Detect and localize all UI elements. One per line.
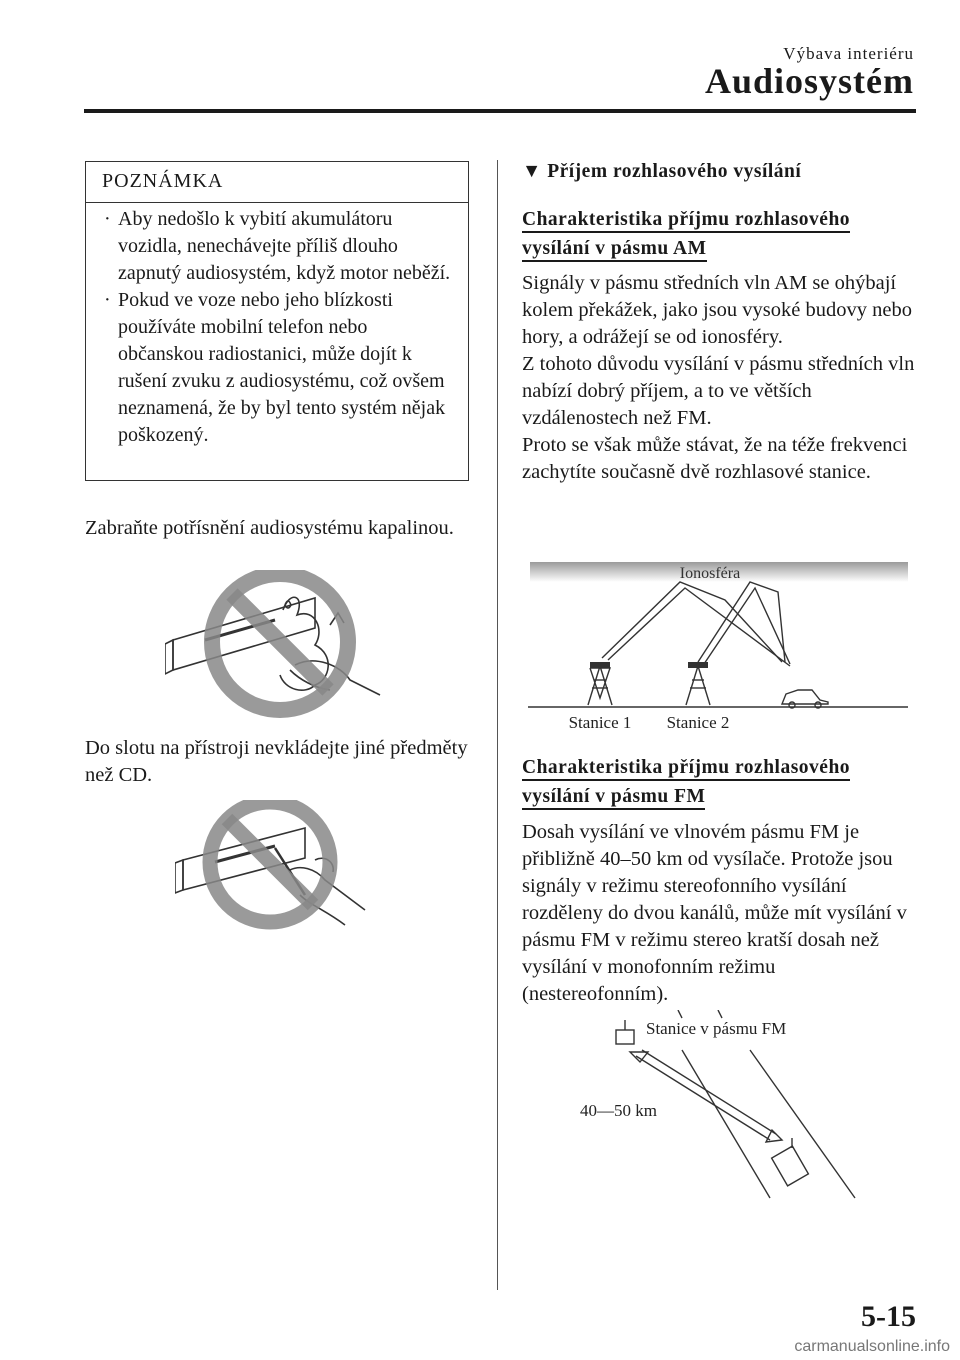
- am-subheading-line2: vysílání v pásmu AM: [522, 238, 707, 262]
- note-item: · Pokud ve voze nebo jeho blízkosti používáte mobilní telefon nebo občanskou radiostanici, může dojít k rušení zvuku z audiosystému, což ovšem neznamená, že by byl tento systém nějak poškozený.: [104, 287, 454, 449]
- coverage-boundary-left: [682, 1050, 770, 1198]
- ionosphere-label: Ionosféra: [679, 565, 741, 582]
- triangle-bullet-icon: ▼: [522, 161, 542, 182]
- car-icon: [772, 1146, 809, 1186]
- header-section-label: Výbava interiéru: [783, 44, 914, 63]
- station2-label: Stanice 2: [666, 713, 730, 732]
- am-subheading: [522, 205, 850, 263]
- am-subheading-line1: Charakteristika příjmu rozhlasového: [522, 209, 850, 233]
- watermark: carmanualsonline.info: [794, 1338, 950, 1355]
- cd-slot-warning-text: Do slotu na přístroji nevkládejte jiné předměty než CD.: [85, 737, 468, 786]
- note-list: [104, 206, 454, 449]
- no-liquid-illustration: [165, 570, 395, 720]
- liquid-warning-text: Zabraňte potřísnění audiosystému kapalinou.: [85, 517, 454, 539]
- fm-subheading: [522, 753, 850, 811]
- fm-subheading-line1: Charakteristika příjmu rozhlasového: [522, 757, 850, 781]
- fm-station-icon: [616, 1030, 634, 1044]
- prohibition-slash: [227, 819, 313, 905]
- section-heading-text: Příjem rozhlasového vysílání: [547, 161, 802, 182]
- coverage-boundary-right: [750, 1050, 855, 1198]
- page-number: 5-15: [861, 1300, 916, 1333]
- column-divider: [497, 160, 498, 1290]
- note-item: · Aby nedošlo k vybití akumulátoru vozidla, nenechávejte příliš dlouho zapnutý audiosystém, když motor neběží.: [104, 206, 454, 287]
- car-icon: [782, 690, 828, 704]
- fm-range-diagram: [570, 1010, 870, 1205]
- tower-station1: [590, 668, 610, 698]
- note-header: [86, 162, 468, 203]
- section-heading: [522, 161, 801, 183]
- am-description: Signály v pásmu středních vln AM se ohýbají kolem překážek, jako jsou vysoké budovy nebo hory, a odrážejí se od ionosféry. Z tohoto důvodu vysílání v pásmu středních vln nabízí dobrý příjem, a to ve větších vzdálenostech než FM. Proto se však může stávat, že na téže frekvenci zachytíte současně dvě rozhlasové stanice.: [522, 272, 915, 483]
- station1-label: Stanice 1: [568, 713, 632, 732]
- no-foreign-object-illustration: [175, 800, 375, 940]
- range-distance-label: 40—50 km: [580, 1101, 657, 1120]
- page-title: Audiosystém: [704, 61, 914, 101]
- header-rule: [84, 109, 916, 113]
- am-propagation-diagram: [520, 560, 910, 740]
- tower-station2: [686, 666, 698, 705]
- fm-subheading-line2: vysílání v pásmu FM: [522, 786, 705, 810]
- note-title: POZNÁMKA: [102, 170, 224, 192]
- fm-description: Dosah vysílání ve vlnovém pásmu FM je přibližně 40–50 km od vysílače. Protože jsou signály v režimu stereofonního vysílání rozděleny do dvou kanálů, může mít vysílání v pásmu FM v režimu stereo kratší dosah než vysílání v monofonním režimu (nestereofonním).: [522, 821, 907, 1005]
- range-arrow: [636, 1056, 770, 1140]
- fm-station-label: Stanice v pásmu FM: [646, 1019, 787, 1038]
- note-box: [85, 161, 469, 481]
